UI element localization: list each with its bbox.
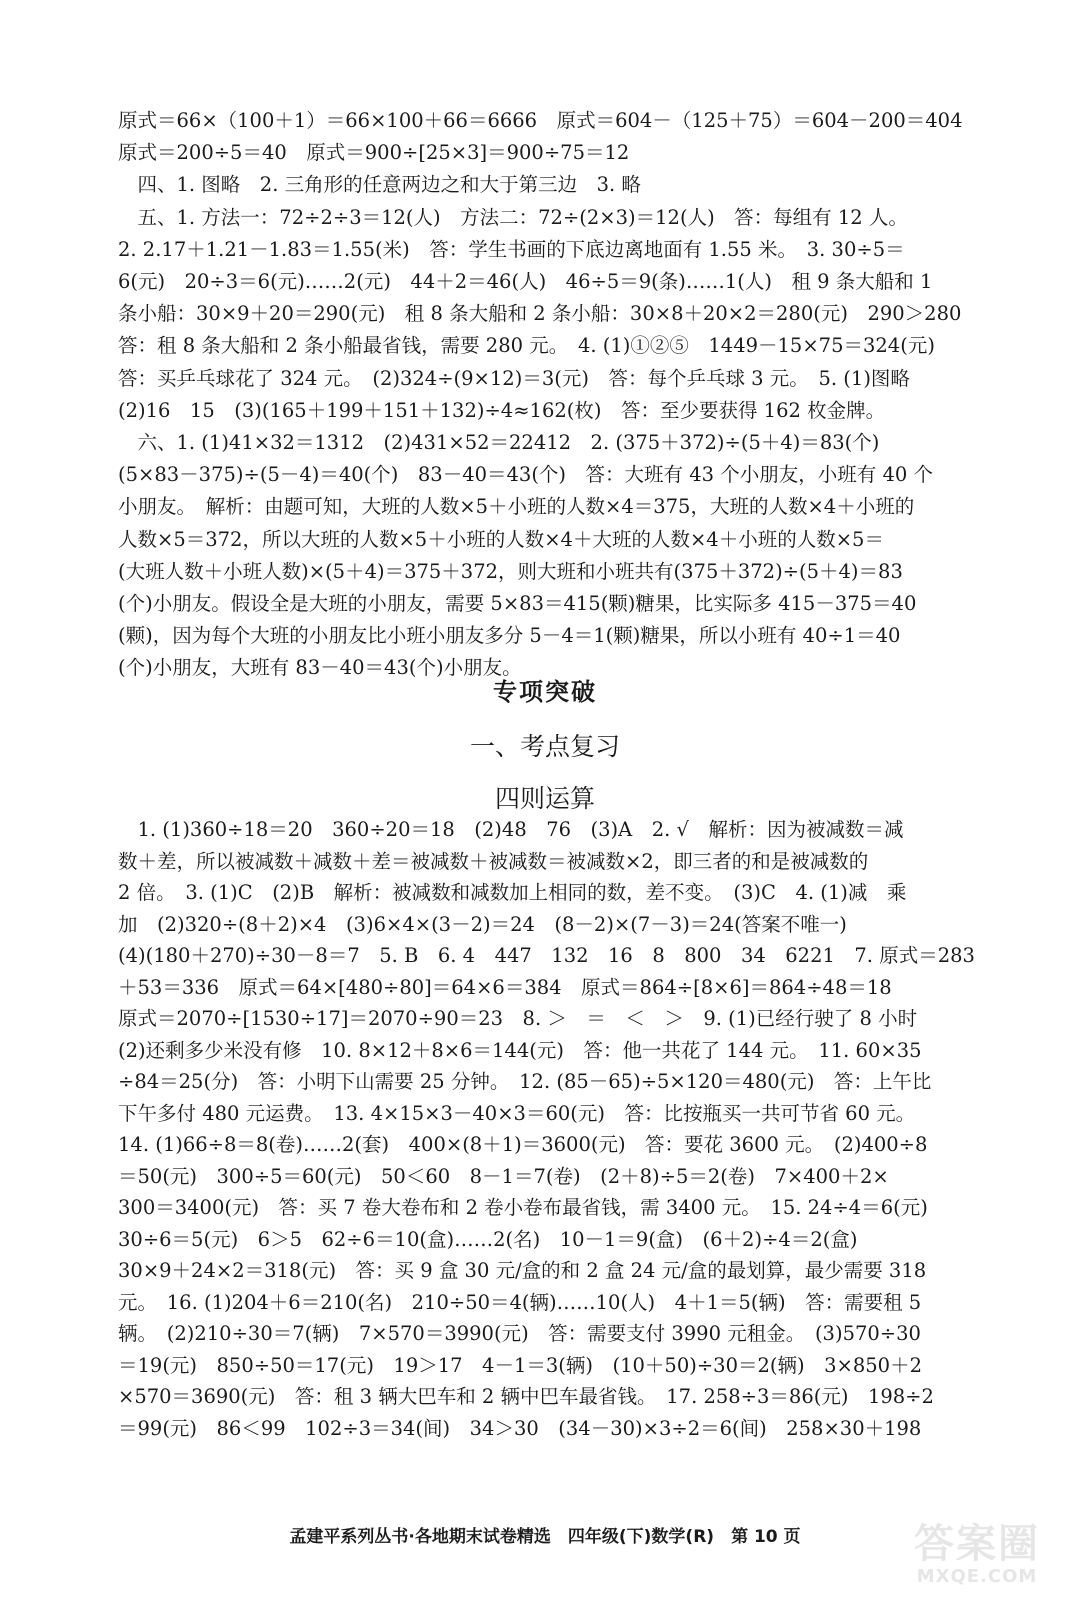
answer-line: 答：租 8 条大船和 2 条小船最省钱，需要 280 元。 4. (1)①②⑤ 1449－15×75＝324(元) xyxy=(118,334,935,358)
answer-line: 原式＝2070÷[1530÷17]＝2070÷90＝23 8. ＞ ＝ ＜ ＞ 9. (1)已经行驶了 8 小时 xyxy=(118,1007,918,1030)
answer-line: 6(元) 20÷3＝6(元)……2(元) 44＋2＝46(人) 46÷5＝9(条)……1(人) 租 9 条大船和 1 xyxy=(118,270,933,293)
answer-line: 原式＝200÷5＝40 原式＝900÷[25×3]＝900÷75＝12 xyxy=(118,141,630,165)
answer-line: 300＝3400(元) 答：买 7 卷大卷布和 2 卷小卷布最省钱，需 3400 元。 15. 24÷4＝6(元) xyxy=(118,1196,928,1219)
answer-line: 加 (2)320÷(8＋2)×4 (3)6×4×(3－2)＝24 (8－2)×(7－3)＝24(答案不唯一) xyxy=(118,912,847,936)
answer-line: ＝50(元) 300÷5＝60(元) 50＜60 8－1＝7(卷) (2＋8)÷5＝2(卷) 7×400＋2× xyxy=(118,1164,889,1188)
answer-line: ÷84＝25(分) 答：小明下山需要 25 分钟。 12. (85－65)÷5×120＝480(元) 答：上午比 xyxy=(118,1070,932,1093)
answer-line: 小朋友。 解析：由题可知，大班的人数×5＋小班的人数×4＝375，大班的人数×4＋小班的 xyxy=(118,495,915,519)
answer-line: (大班人数＋小班人数)×(5＋4)＝375＋372，则大班和小班共有(375＋372)÷(5＋4)＝83 xyxy=(118,559,903,583)
answer-line: 2. 2.17＋1.21－1.83＝1.55(米) 答：学生书画的下底边离地面有 1.55 米。 3. 30÷5＝ xyxy=(118,237,905,261)
answer-line: 人数×5＝372，所以大班的人数×5＋小班的人数×4＋大班的人数×4＋小班的人数×5＝ xyxy=(118,527,884,551)
answer-line: ＝19(元) 850÷50＝17(元) 19＞17 4－1＝3(辆) (10＋50)÷30＝2(辆) 3×850＋2 xyxy=(118,1353,922,1377)
answer-line: (个)小朋友。假设全是大班的小朋友，需要 5×83＝415(颗)糖果，比实际多 415－375＝40 xyxy=(118,592,917,615)
answer-line: 元。 16. (1)204＋6＝210(名) 210÷50＝4(辆)……10(人) 4＋1＝5(辆) 答：需要租 5 xyxy=(118,1290,922,1314)
answer-line: 30×9＋24×2＝318(元) 答：买 9 盒 30 元/盒的和 2 盒 24 元/盒的最划算，最少需要 318 xyxy=(118,1259,927,1282)
subsection-title: 一、考点复习 xyxy=(469,732,620,761)
section-title: 专项突破 xyxy=(493,678,597,706)
watermark-logo xyxy=(882,1522,1072,1592)
answer-line: (个)小朋友，大班有 83－40＝43(个)小朋友。 xyxy=(118,656,522,680)
answer-line: ×570＝3690(元) 答：租 3 辆大巴车和 2 辆中巴车最省钱。 17. 258÷3＝86(元) 198÷2 xyxy=(118,1385,934,1408)
answer-line: (颗)，因为每个大班的小朋友比小班小朋友多分 5－4＝1(颗)糖果，所以小班有 40÷1＝40 xyxy=(118,624,901,648)
answer-line: 1. (1)360÷18＝20 360÷20＝18 (2)48 76 (3)A 2. √ 解析：因为被减数＝减 xyxy=(118,818,904,841)
answer-line: 原式＝66×（100＋1）＝66×100＋66＝6666 原式＝604－（125＋75）＝604－200＝404 xyxy=(118,109,963,132)
answer-line: 辆。 (2)210÷30＝7(辆) 7×570＝3990(元) 答：需要支付 3990 元租金。 (3)570÷30 xyxy=(118,1322,921,1345)
answer-line: 14. (1)66÷8＝8(卷)……2(套) 400×(8＋1)＝3600(元) 答：要花 3600 元。 (2)400÷8 xyxy=(118,1133,928,1156)
answer-line: ＝99(元) 86＜99 102÷3＝34(间) 34＞30 (34－30)×3÷2＝6(间) 258×30＋198 xyxy=(118,1416,922,1440)
answer-line: 条小船：30×9＋20＝290(元) 租 8 条大船和 2 条小船：30×8＋20×2＝280(元) 290＞280 xyxy=(118,302,962,326)
watermark-text: MXQE.COM xyxy=(916,1566,1038,1587)
answer-line: 2 倍。 3. (1)C (2)B 解析：被减数和减数加上相同的数，差不变。 (3)C 4. (1)减 乘 xyxy=(118,881,907,904)
answer-line: 30÷6＝5(元) 6＞5 62÷6＝10(盒)……2(名) 10－1＝9(盒) (6＋2)÷4＝2(盒) xyxy=(118,1227,858,1251)
answer-line: (4)(180＋270)÷30－8＝7 5. B 6. 4 447 132 16 8 800 34 6221 7. 原式＝283 xyxy=(118,944,975,967)
answer-line: 四、1. 图略 2. 三角形的任意两边之和大于第三边 3. 略 xyxy=(118,173,641,197)
watermark-graphic: 答案圈 xyxy=(914,1521,1040,1567)
answer-line: (5×83－375)÷(5－4)＝40(个) 83－40＝43(个) 答：大班有 43 个小朋友，小班有 40 个 xyxy=(118,463,933,487)
answer-line: (2)16 15 (3)(165＋199＋151＋132)÷4≈162(枚) 答：至少要获得 162 枚金牌。 xyxy=(118,398,886,422)
answer-line: ＋53＝336 原式＝64×[480÷80]＝64×6＝384 原式＝864÷[8×6]＝864÷48＝18 xyxy=(118,975,892,999)
answer-line: (2)还剩多少米没有修 10. 8×12＋8×6＝144(元) 答：他一共花了 144 元。 11. 60×35 xyxy=(118,1038,922,1062)
answer-line: 答：买乒乓球花了 324 元。 (2)324÷(9×12)＝3(元) 答：每个乒乓球 3 元。 5. (1)图略 xyxy=(118,366,910,390)
topic-title: 四则运算 xyxy=(494,784,595,813)
page-footer: 孟建平系列丛书·各地期末试卷精选 四年级(下)数学(R) 第 10 页 xyxy=(289,1527,801,1547)
answer-line: 五、1. 方法一：72÷2÷3＝12(人) 方法二：72÷(2×3)＝12(人) 答：每组有 12 人。 xyxy=(118,205,908,229)
answer-line: 数＋差，所以被减数＋减数＋差＝被减数＋被减数＝被减数×2，即三者的和是被减数的 xyxy=(118,849,869,873)
answer-line: 下午多付 480 元运费。 13. 4×15×3－40×3＝60(元) 答：比按瓶买一共可节省 60 元。 xyxy=(118,1101,916,1125)
answer-line: 六、1. (1)41×32＝1312 (2)431×52＝22412 2. (375＋372)÷(5＋4)＝83(个) xyxy=(118,431,880,454)
